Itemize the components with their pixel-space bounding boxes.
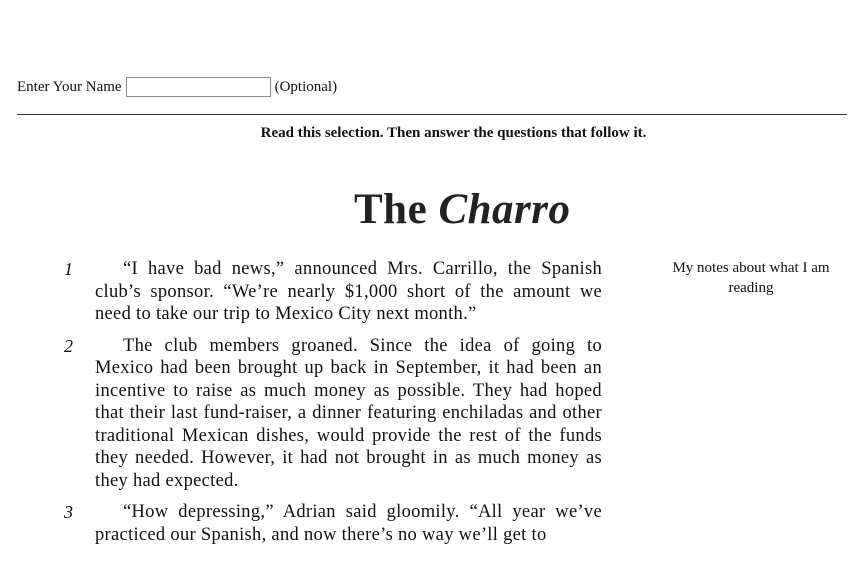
paragraph-text: The club members groaned. Since the idea of going to Mexico had been brought up back in September, it had been an incentive to raise as much money as possible. They had hoped that their last fund-raiser, a dinner featuring enchiladas and other traditional Mexican dishes, would provide the rest of the funds they needed. However, it had not brought in as much money as they had expected. xyxy=(95,335,602,491)
paragraph xyxy=(60,501,602,546)
paragraph-text: “I have bad news,” announced Mrs. Carrillo, the Spanish club’s sponsor. “We’re nearly $1,000 short of the amount we need to take our trip to Mexico City next month.” xyxy=(95,259,602,324)
paragraph xyxy=(60,335,602,493)
title-plain: The xyxy=(354,186,428,233)
paragraph-number: 2 xyxy=(64,335,73,356)
title-italic: Charro xyxy=(438,186,571,233)
name-label: Enter Your Name xyxy=(17,78,122,95)
passage xyxy=(60,258,602,555)
optional-label: (Optional) xyxy=(274,78,338,95)
paragraph xyxy=(60,258,602,326)
name-form xyxy=(17,76,337,98)
paragraph-number: 3 xyxy=(64,502,73,522)
paragraph-number: 1 xyxy=(64,259,73,279)
instructions: Read this selection. Then answer the questions that follow it. xyxy=(260,125,647,141)
notes-label: My notes about what I am reading xyxy=(672,260,830,296)
header-divider xyxy=(17,114,847,115)
selection-title xyxy=(354,185,571,234)
paragraph-text: “How depressing,” Adrian said gloomily. “All year we’ve practiced our Spanish, and now there’s no way we’ll get to xyxy=(95,502,602,545)
name-input[interactable] xyxy=(126,77,271,97)
